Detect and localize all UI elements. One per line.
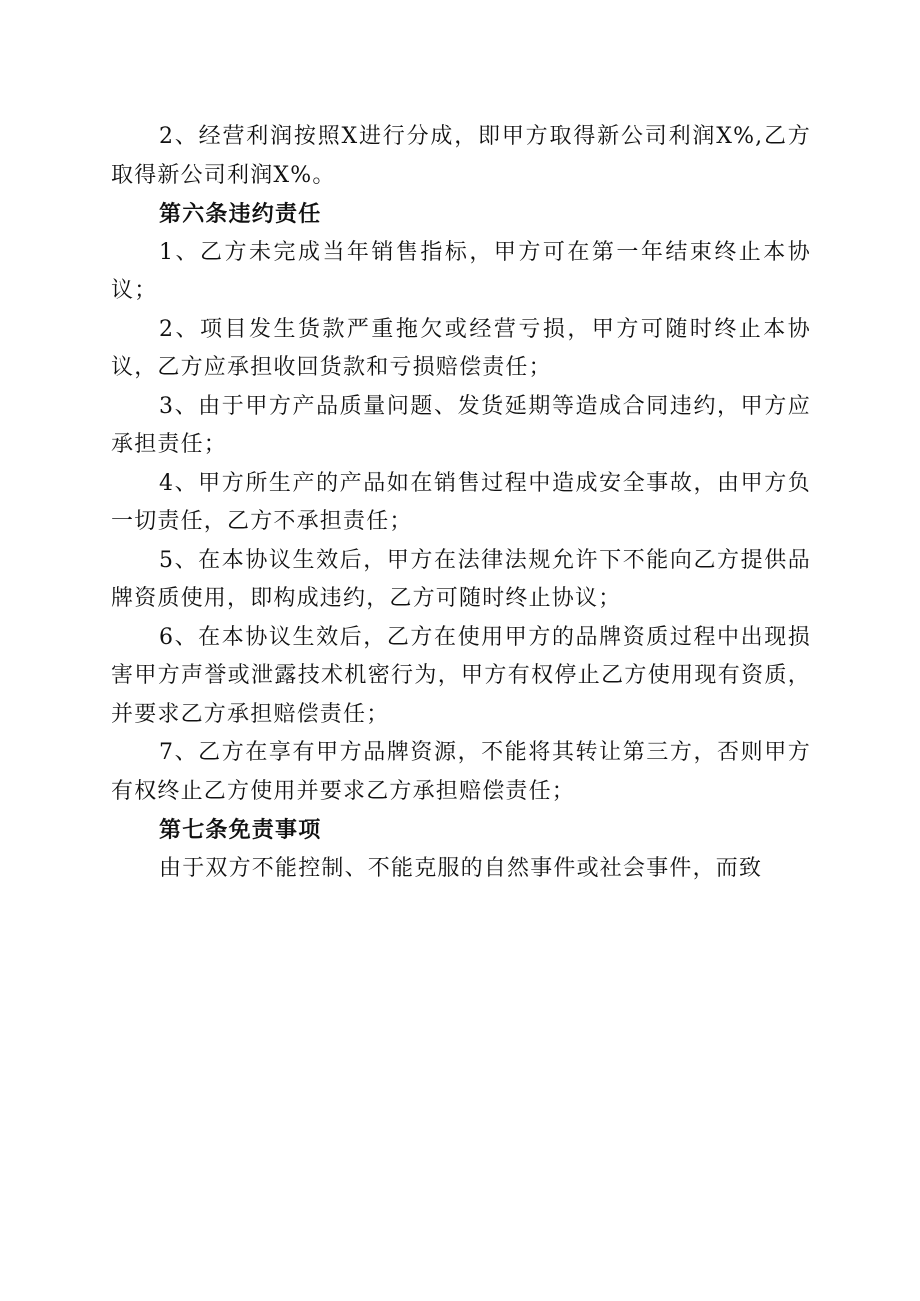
section-heading-article-6: 第六条违约责任 xyxy=(159,201,322,227)
liability-clause-3: 3、由于甲方产品质量问题、发货延期等造成合同违约，甲方应承担责任； xyxy=(111,393,811,457)
document-page xyxy=(111,118,811,888)
section-heading-article-7: 第七条免责事项 xyxy=(159,817,322,843)
force-majeure-clause: 由于双方不能控制、不能克服的自然事件或社会事件，而致 xyxy=(159,855,763,881)
liability-clause-4: 4、甲方所生产的产品如在销售过程中造成安全事故，由甲方负一切责任，乙方不承担责任； xyxy=(111,470,811,534)
liability-clause-7: 7、乙方在享有甲方品牌资源，不能将其转让第三方，否则甲方有权终止乙方使用并要求乙方承担赔偿责任； xyxy=(111,740,811,804)
liability-clause-2: 2、项目发生货款严重拖欠或经营亏损，甲方可随时终止本协议，乙方应承担收回货款和亏损赔偿责任； xyxy=(111,316,811,380)
profit-sharing-clause: 2、经营利润按照X进行分成，即甲方取得新公司利润X%,乙方取得新公司利润X%。 xyxy=(111,124,811,188)
liability-clause-1: 1、乙方未完成当年销售指标，甲方可在第一年结束终止本协议； xyxy=(111,239,811,303)
liability-clause-5: 5、在本协议生效后，甲方在法律法规允许下不能向乙方提供品牌资质使用，即构成违约，乙方可随时终止协议； xyxy=(111,547,811,611)
liability-clause-6: 6、在本协议生效后，乙方在使用甲方的品牌资质过程中出现损害甲方声誉或泄露技术机密行为，甲方有权停止乙方使用现有资质，并要求乙方承担赔偿责任； xyxy=(111,624,811,727)
